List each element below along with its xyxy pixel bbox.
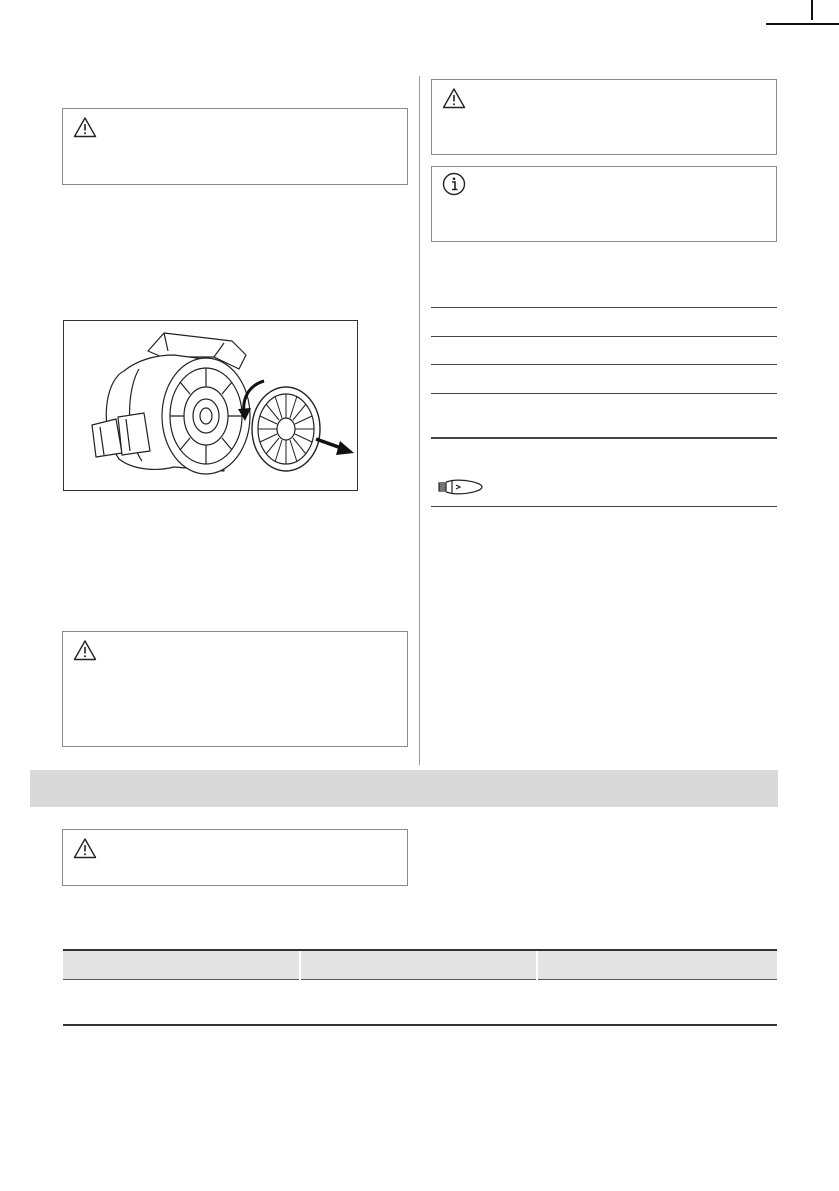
table-rule-thick [431,437,777,439]
table-header-cell [63,950,300,980]
warning-triangle-icon [73,837,97,859]
table-header-cell [537,950,777,980]
info-circle-icon [442,172,466,196]
list-rule [431,307,777,308]
table-header-row [63,950,777,980]
data-table [63,949,777,1026]
warning-notice-box [62,631,408,747]
info-notice-box [431,166,777,242]
charcoal-filter-removal-illustration [63,320,358,491]
list-rule [431,393,777,394]
section-heading-bar [30,770,778,807]
list-rule [431,364,777,365]
crop-mark-vertical [811,0,813,20]
fan-motor-drawing [64,321,357,490]
list-rule [431,506,777,507]
light-bulb-icon [436,477,486,497]
warning-triangle-icon [73,639,97,661]
table-cell [537,980,777,1026]
table-row [63,980,777,1026]
table-header-cell [300,950,538,980]
warning-triangle-icon [73,116,97,138]
crop-mark-horizontal [766,23,839,25]
warning-notice-box [62,108,408,185]
warning-notice-box [431,79,777,155]
warning-notice-box [62,829,408,886]
table-cell [300,980,538,1026]
table-cell [63,980,300,1026]
warning-triangle-icon [442,87,466,109]
list-rule [431,336,777,337]
column-divider [419,76,420,765]
